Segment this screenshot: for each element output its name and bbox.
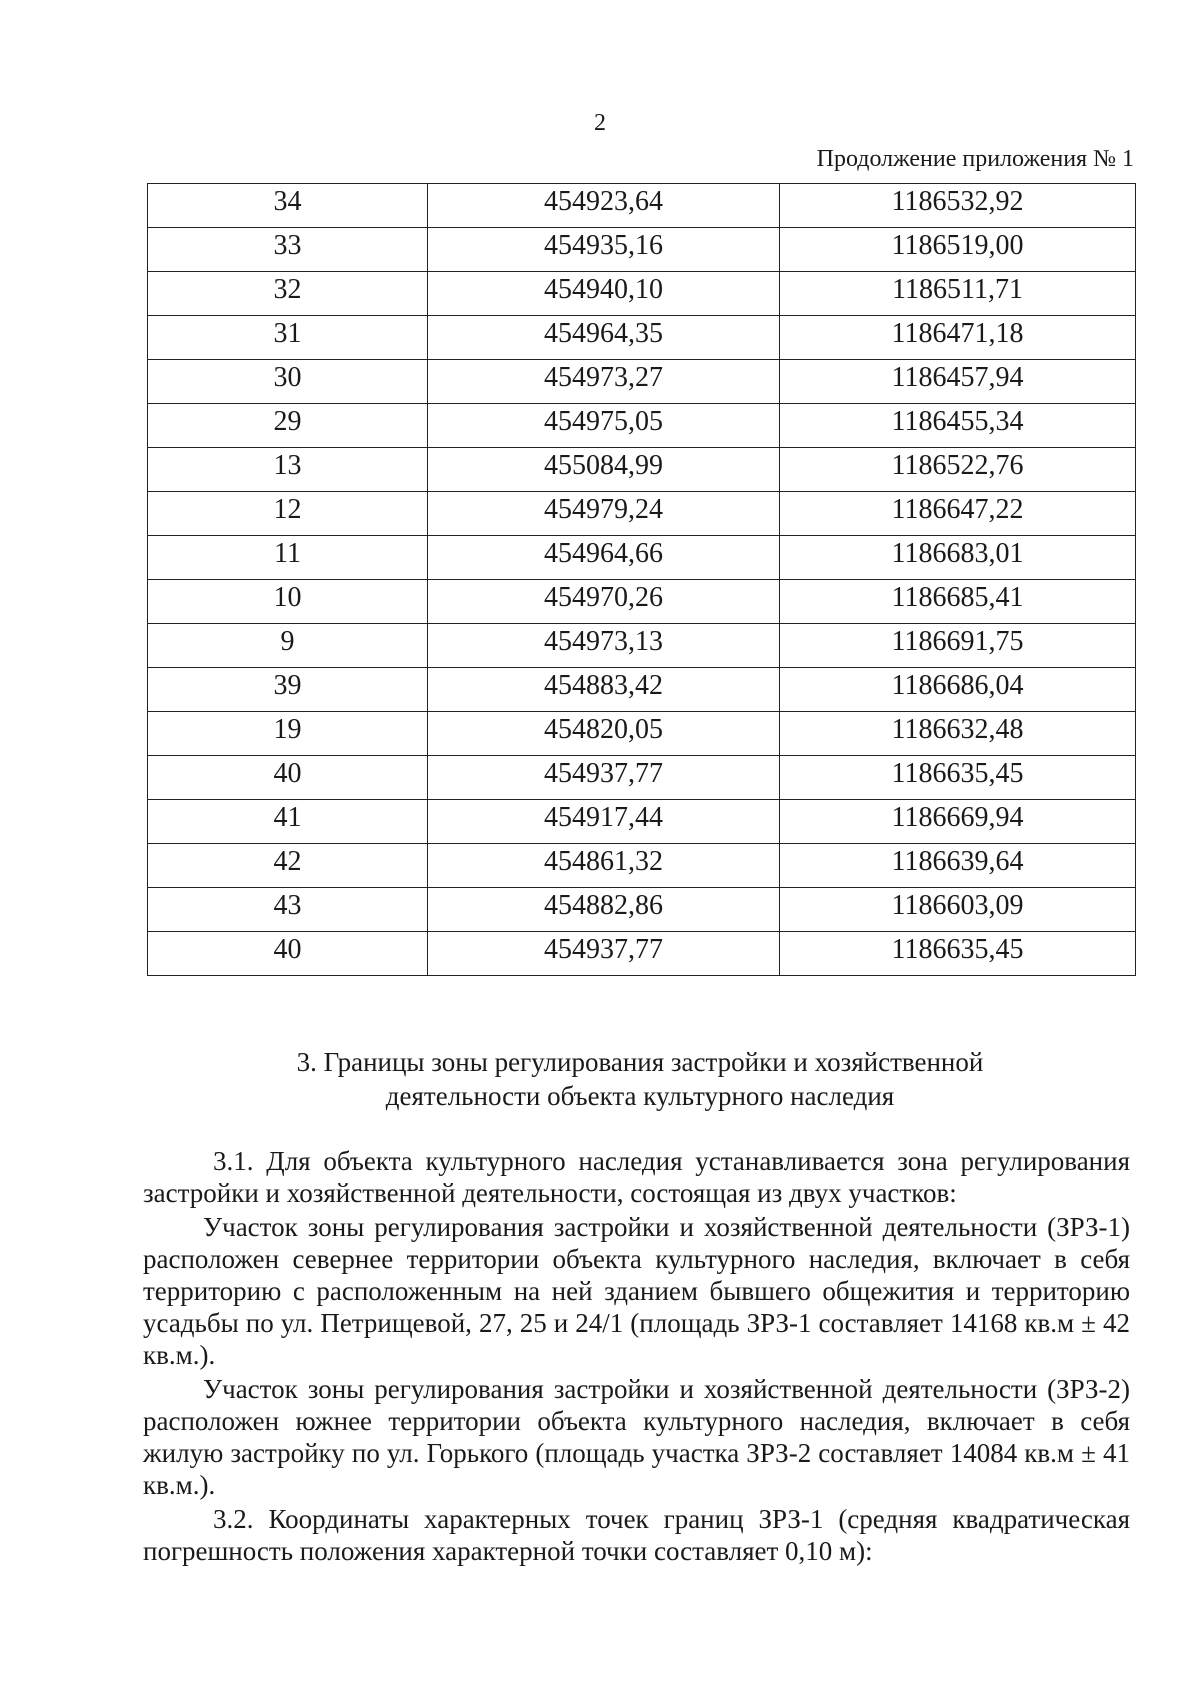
point-number-cell: 30 [148,360,428,404]
point-number-cell: 13 [148,448,428,492]
point-number-cell: 19 [148,712,428,756]
y-coordinate-cell: 1186532,92 [780,184,1136,228]
x-coordinate-cell: 454882,86 [428,888,780,932]
table-row [148,492,1136,536]
point-number-cell: 12 [148,492,428,536]
page-number: 2 [594,110,606,136]
continuation-label: Продолжение приложения № 1 [816,146,1134,172]
x-coordinate-cell: 454923,64 [428,184,780,228]
y-coordinate-cell: 1186669,94 [780,800,1136,844]
section-title-line-2: деятельности объекта культурного наследия [385,1081,895,1111]
table-row [148,316,1136,360]
x-coordinate-cell: 454861,32 [428,844,780,888]
y-coordinate-cell: 1186685,41 [780,580,1136,624]
table-row [148,360,1136,404]
table-row [148,404,1136,448]
table-row [148,888,1136,932]
y-coordinate-cell: 1186522,76 [780,448,1136,492]
y-coordinate-cell: 1186691,75 [780,624,1136,668]
y-coordinate-cell: 1186519,00 [780,228,1136,272]
table-row [148,800,1136,844]
x-coordinate-cell: 454935,16 [428,228,780,272]
point-number-cell: 40 [148,932,428,976]
table-row [148,624,1136,668]
point-number-cell: 10 [148,580,428,624]
body-text [143,1145,1130,1569]
y-coordinate-cell: 1186511,71 [780,272,1136,316]
x-coordinate-cell: 454973,27 [428,360,780,404]
y-coordinate-cell: 1186471,18 [780,316,1136,360]
section-title [140,1045,1140,1113]
point-number-cell: 40 [148,756,428,800]
x-coordinate-cell: 454937,77 [428,756,780,800]
point-number-cell: 32 [148,272,428,316]
table-row [148,184,1136,228]
x-coordinate-cell: 454940,10 [428,272,780,316]
paragraph-3-1: 3.1. Для объекта культурного наследия устанавливается зона регулирования застройки и хозяйственной деятельности, состоящая из двух участков: [143,1146,1130,1208]
y-coordinate-cell: 1186603,09 [780,888,1136,932]
y-coordinate-cell: 1186686,04 [780,668,1136,712]
section-title-line-1: 3. Границы зоны регулирования застройки и хозяйственной [296,1047,984,1077]
table-row [148,712,1136,756]
table-row [148,536,1136,580]
point-number-cell: 31 [148,316,428,360]
x-coordinate-cell: 454973,13 [428,624,780,668]
table-row [148,844,1136,888]
point-number-cell: 33 [148,228,428,272]
coordinates-table [147,183,1136,976]
x-coordinate-cell: 454979,24 [428,492,780,536]
y-coordinate-cell: 1186632,48 [780,712,1136,756]
table-row [148,580,1136,624]
point-number-cell: 41 [148,800,428,844]
y-coordinate-cell: 1186457,94 [780,360,1136,404]
x-coordinate-cell: 454937,77 [428,932,780,976]
paragraph-3-2: 3.2. Координаты характерных точек границ ЗРЗ-1 (средняя квадратическая погрешность положения характерной точки составляет 0,10 м): [143,1504,1130,1566]
y-coordinate-cell: 1186639,64 [780,844,1136,888]
paragraph-zrz-1: Участок зоны регулирования застройки и хозяйственной деятельности (ЗРЗ-1) расположен севернее территории объекта культурного наследия, включает в себя территорию с расположенным на ней зданием бывшего общежития и территорию усадьбы по ул. Петрищевой, 27, 25 и 24/1 (площадь ЗРЗ-1 составляет 14168 кв.м ± 42 кв.м.). [143,1212,1130,1370]
table-row [148,272,1136,316]
paragraph-zrz-2: Участок зоны регулирования застройки и хозяйственной деятельности (ЗРЗ-2) расположен южнее территории объекта культурного наследия, включает в себя жилую застройку по ул. Горького (площадь участка ЗРЗ-2 составляет 14084 кв.м ± 41 кв.м.). [143,1374,1130,1500]
y-coordinate-cell: 1186683,01 [780,536,1136,580]
y-coordinate-cell: 1186455,34 [780,404,1136,448]
x-coordinate-cell: 454964,35 [428,316,780,360]
x-coordinate-cell: 454820,05 [428,712,780,756]
point-number-cell: 29 [148,404,428,448]
point-number-cell: 9 [148,624,428,668]
point-number-cell: 39 [148,668,428,712]
table-row [148,756,1136,800]
point-number-cell: 43 [148,888,428,932]
y-coordinate-cell: 1186635,45 [780,756,1136,800]
point-number-cell: 42 [148,844,428,888]
point-number-cell: 34 [148,184,428,228]
x-coordinate-cell: 454970,26 [428,580,780,624]
coordinates-table-body [148,184,1136,976]
x-coordinate-cell: 454917,44 [428,800,780,844]
point-number-cell: 11 [148,536,428,580]
y-coordinate-cell: 1186647,22 [780,492,1136,536]
table-row [148,932,1136,976]
table-row [148,668,1136,712]
x-coordinate-cell: 454883,42 [428,668,780,712]
table-row [148,228,1136,272]
x-coordinate-cell: 454964,66 [428,536,780,580]
table-row [148,448,1136,492]
x-coordinate-cell: 455084,99 [428,448,780,492]
y-coordinate-cell: 1186635,45 [780,932,1136,976]
x-coordinate-cell: 454975,05 [428,404,780,448]
